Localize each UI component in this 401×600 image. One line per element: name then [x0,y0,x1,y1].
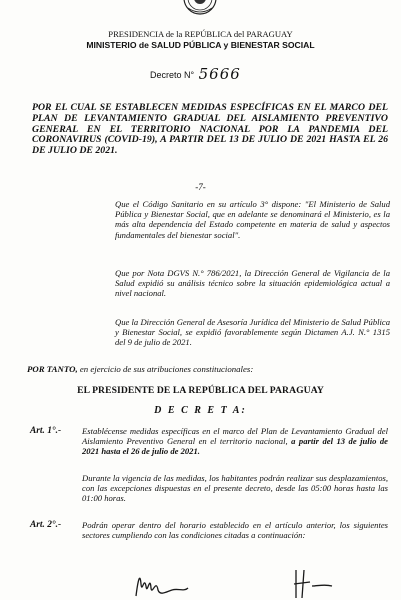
article-1-paragraph-2: Durante la vigencia de las medidas, los habitantes podrán realizar sus desplazamientos, con las excepciones dispuestas en el presente decreto, desde las 05:00 horas hasta las 01:00 horas. [82,473,388,504]
article-1-dates: a partir del 13 de julio de 2021 hasta el 26 de julio de 2021. [82,436,388,457]
decreto-number: 5666 [198,65,241,83]
por-tanto-clause [27,364,387,374]
page-marker: -7- [195,182,206,192]
considerando-1: Que el Código Sanitario en su artículo 3° dispone: "El Ministerio de Salud Pública y Bienestar Social, que en adelante se denominará el Ministerio, es la más alta dependencia del Estado competente en materia de salud y aspectos fundamentales del bienestar social". [115,199,390,240]
decreto-label: Decreto N° [150,70,195,80]
header-ministerio: MINISTERIO de SALUD PÚBLICA y BIENESTAR SOCIAL [86,40,315,50]
article-1-text: Establécense medidas específicas en el marco del Plan de Levantamiento Gradual del Aislamiento Preventivo General en el territorio nacional, [82,426,388,447]
president-heading: EL PRESIDENTE DE LA REPÚBLICA DEL PARAGUAY [77,385,324,396]
article-2-label: Art. 2°.- [30,520,62,530]
considerando-2: Que por Nota DGVS N.° 786/2021, la Dirección General de Vigilancia de la Salud expidió su análisis técnico sobre la situación epidemiológica actual a nivel nacional. [115,268,390,299]
article-1-paragraph-1 [82,426,388,457]
por-tanto-lead: POR TANTO, [27,364,78,374]
por-tanto-rest: en ejercicio de sus atribuciones constitucionales: [77,364,254,374]
decree-title: POR EL CUAL SE ESTABLECEN MEDIDAS ESPECÍFICAS EN EL MARCO DEL PLAN DE LEVANTAMIENTO GRADUAL DEL AISLAMIENTO PREVENTIVO GENERAL EN EL TERRITORIO NACIONAL POR LA PANDEMIA DEL CORONAVIRUS (COVID-19), A PARTIR DEL 13 DE JULIO DE 2021 HASTA EL 26 DE JULIO DE 2021. [32,102,388,157]
article-1-label: Art. 1°.- [30,426,62,436]
decreto-number-line [150,64,241,82]
signature-left [132,566,192,600]
signature-right [288,568,348,600]
header-presidencia: PRESIDENCIA de la REPÚBLICA del PARAGUAY [108,29,293,39]
national-seal-emblem [178,0,222,16]
considerando-3: Que la Dirección General de Asesoría Jurídica del Ministerio de Salud Pública y Bienestar Social, se expidió favorablemente según Dictamen A.J. N.° 1315 del 9 de julio de 2021. [115,317,390,348]
decreta-heading: D E C R E T A: [154,405,247,416]
article-2-paragraph-1: Podrán operar dentro del horario establecido en el artículo anterior, los siguientes sectores cumpliendo con las condiciones citadas a continuación: [82,520,388,541]
